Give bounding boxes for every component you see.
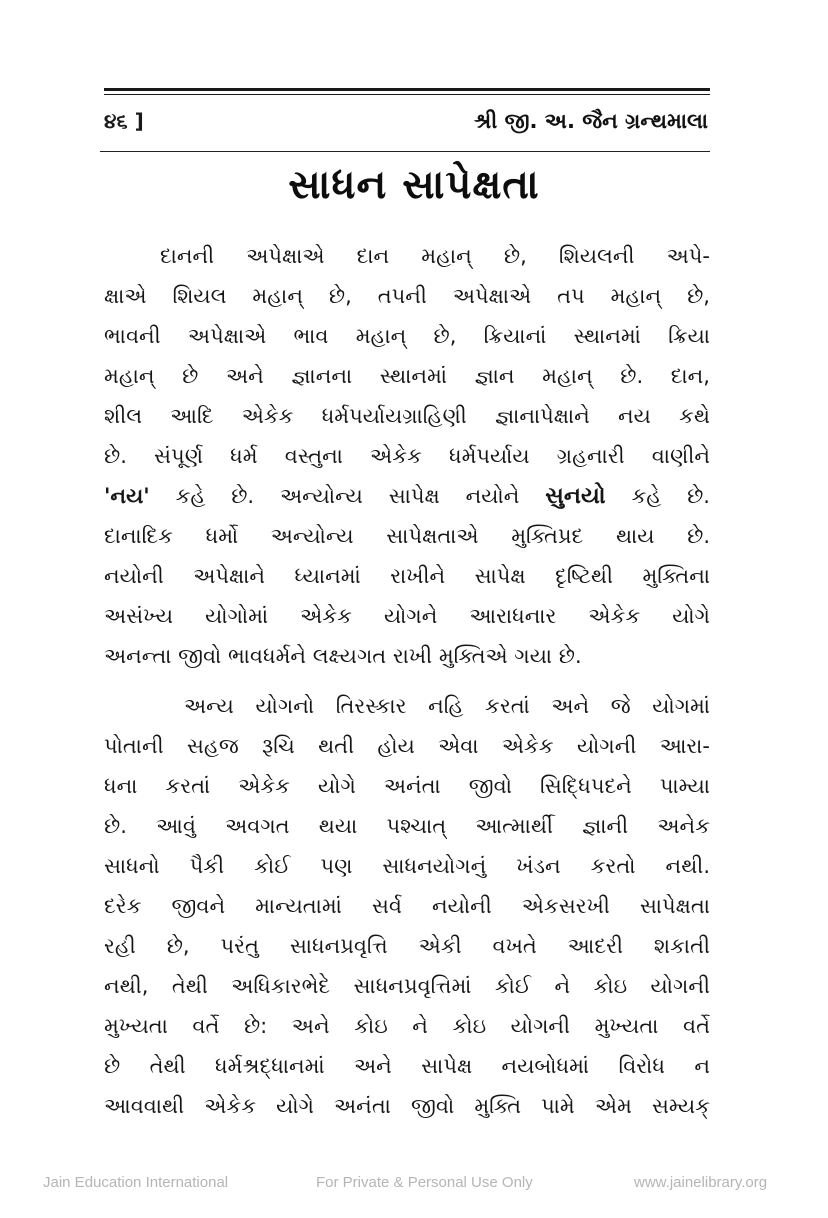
text-line-emphasis [104,476,710,516]
text-line: નથી, તેથી અધિકારભેદે સાધનપ્રવૃત્તિમાં કોઈ ને કોઇ યોગની [104,974,710,998]
text-line: ધના કરતાં એકેક યોગે અનંતા જીવો સિદ્ધિપદને પામ્યા [104,774,710,798]
footer-website-link[interactable]: www.jainelibrary.org [634,1174,768,1191]
text-line: મુખ્યતા વર્તે છે: અને કોઇ ને કોઇ યોગની મુખ્યતા વર્તે [104,1014,710,1038]
text-line: શીલ આદિ એકેક ધર્મપર્યાયગ્રાહિણી જ્ઞાનાપેક્ષાને નય કથે [104,404,710,428]
page-number: ૪૬ ] [104,109,144,133]
header-double-rule [104,88,710,95]
text-fragment: કહે છે. [605,484,710,508]
text-line: આવવાથી એકેક યોગે અનંતા જીવો મુક્તિ પામે એમ સમ્યક્ [104,1094,710,1118]
text-line: દાનની અપેક્ષાએ દાન મહાન્ છે, શિયલની અપે- [160,244,710,268]
header-single-rule [100,151,710,152]
text-fragment: કહે છે. અન્યોન્ય સાપેક્ષ નયોને [149,484,546,508]
footer-watermark [0,1174,828,1198]
text-line: છે. સંપૂર્ણ ધર્મ વસ્તુના એકેક ધર્મપર્યાય ગ્રહનારી વાણીને [104,444,710,468]
body-text [104,236,710,1126]
term-sunayo: સુનયો [545,483,606,509]
text-line: પોતાની સહજ રૂચિ થતી હોય એવા એકેક યોગની આરા- [104,734,710,758]
footer-usage-note: For Private & Personal Use Only [316,1174,533,1191]
footer-publisher: Jain Education International [43,1174,229,1191]
running-head [104,106,708,136]
text-line: નયોની અપેક્ષાને ધ્યાનમાં રાખીને સાપેક્ષ દૃષ્ટિથી મુક્તિના [104,564,710,588]
paragraph-2 [104,686,710,1126]
text-line: રહી છે, પરંતુ સાધનપ્રવૃત્તિ એકી વખતે આદરી શકાતી [104,934,710,958]
text-line: છે તેથી ધર્મશ્રદ્ધાનમાં અને સાપેક્ષ નયબોધમાં વિરોધ ન [104,1054,710,1078]
paragraph-1 [104,236,710,676]
text-line: છે. આવું અવગત થયા પશ્ચાત્ આત્માર્થી જ્ઞાની અનેક [104,814,710,838]
text-line: ક્ષાએ શિયલ મહાન્ છે, તપની અપેક્ષાએ તપ મહાન્ છે, [104,284,710,308]
text-line: દાનાદિક ધર્મો અન્યોન્ય સાપેક્ષતાએ મુક્તિપ્રદ થાય છે. [104,524,710,548]
book-series-title: શ્રી જી. અ. જૈન ગ્રન્થમાલા [474,108,708,133]
text-line: સાધનો પૈકી કોઈ પણ સાધનયોગનું ખંડન કરતો નથી. [104,854,710,878]
text-line: મહાન્ છે અને જ્ઞાનના સ્થાનમાં જ્ઞાન મહાન્ છે. દાન, [104,364,710,388]
text-line: અસંખ્ય યોગોમાં એકેક યોગને આરાધનાર એકેક યોગે [104,604,710,628]
text-line: ભાવની અપેક્ષાએ ભાવ મહાન્ છે, ક્રિયાનાં સ્થાનમાં ક્રિયા [104,324,710,348]
term-nay: 'નય' [104,484,150,508]
text-line: દરેક જીવને માન્યતામાં સર્વ નયોની એકસરખી સાપેક્ષતા [104,894,710,918]
chapter-title: સાધન સાપેક્ષતા [288,162,540,208]
text-line: અનન્તા જીવો ભાવધર્મને લક્ષ્યગત રાખી મુક્તિએ ગયા છે. [104,644,582,668]
text-line: અન્ય યોગનો તિરસ્કાર નહિ કરતાં અને જે યોગમાં [184,694,710,718]
